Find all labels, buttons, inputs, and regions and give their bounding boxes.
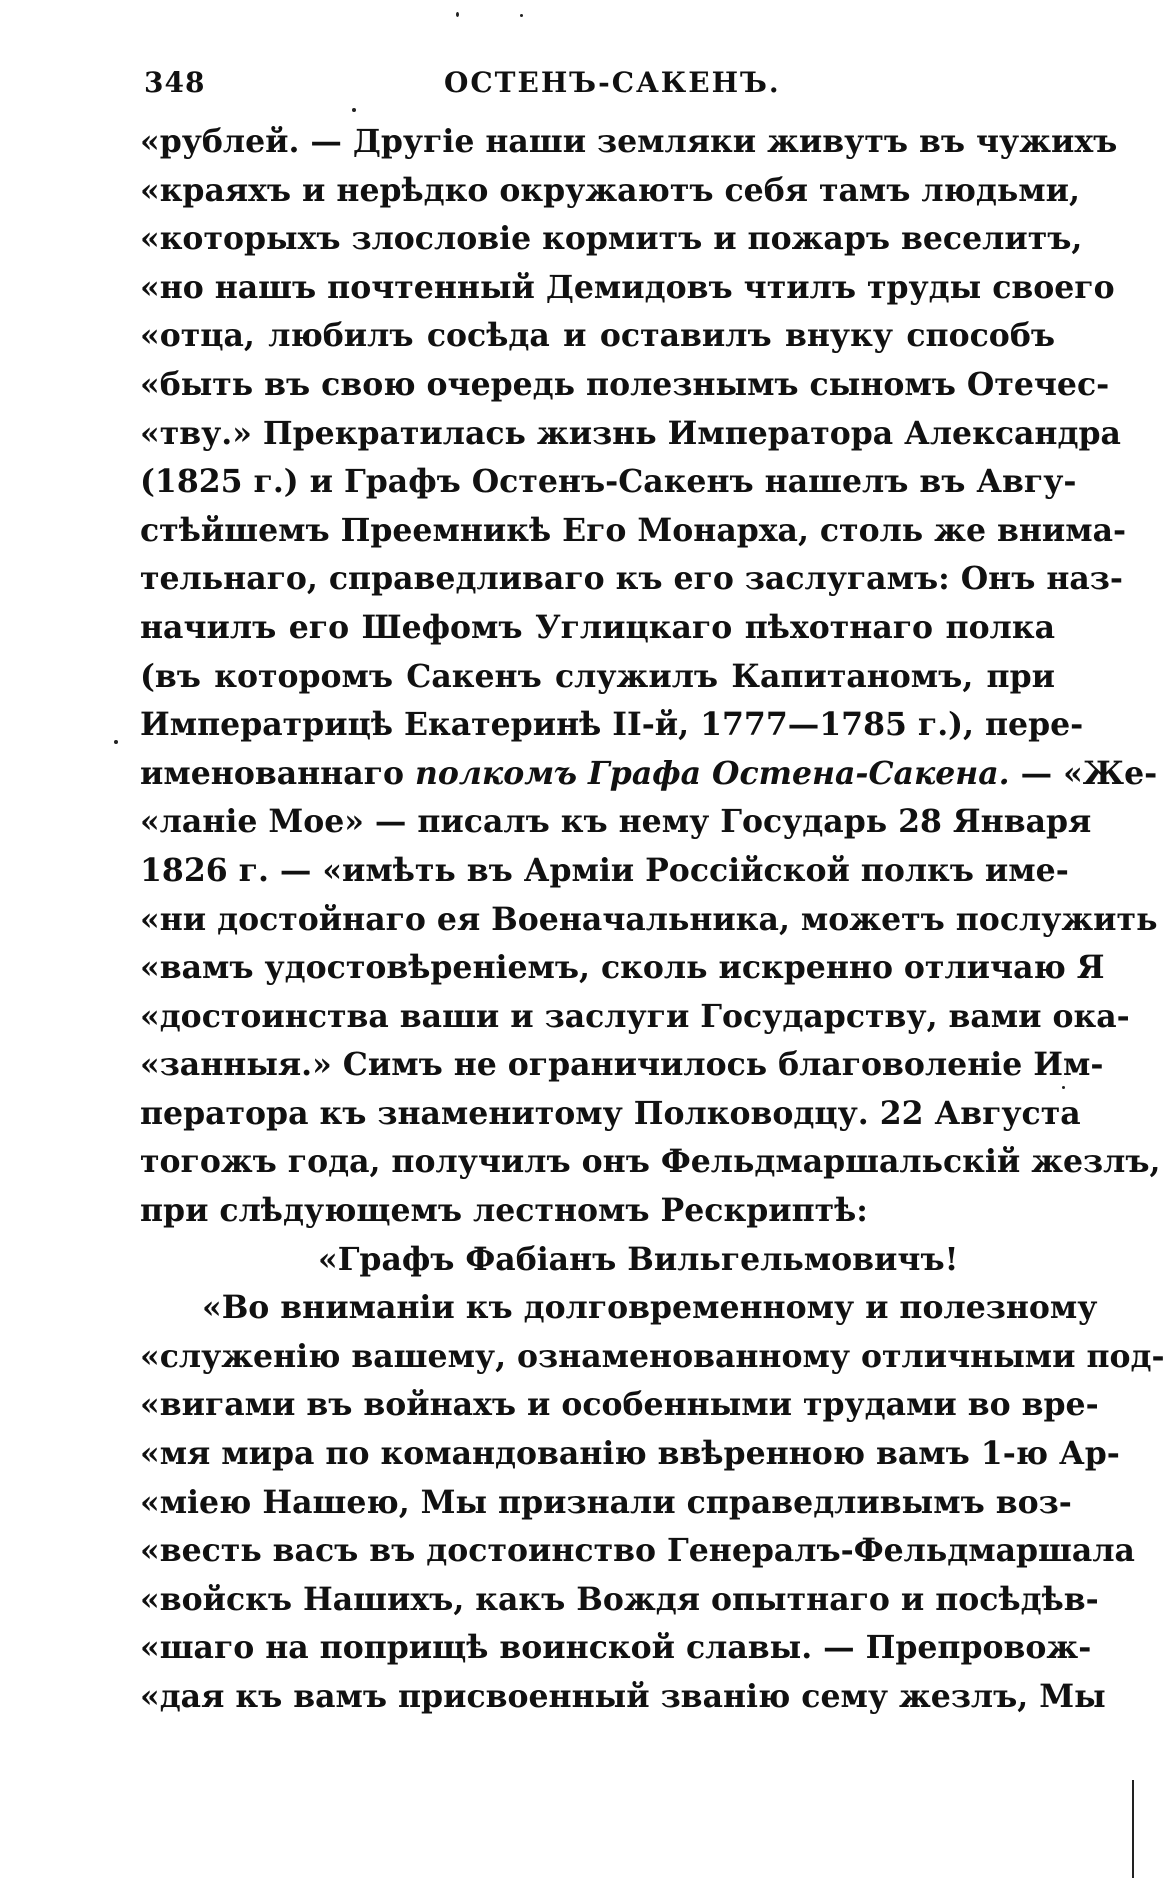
text-line: «рублей. — Другіе наши земляки живутъ въ чужихъ [140,123,1118,160]
text-line: «занныя.» Симъ не ограничилось благоволеніе Им- [140,1046,1104,1084]
text-line: (въ которомъ Сакенъ служилъ Капитаномъ, при [140,657,1055,695]
text-segment: — «Же- [1009,754,1158,792]
rescript-salutation: «Графъ Фабіанъ Вильгельмовичъ! [318,1240,959,1278]
text-line: 1826 г. — «имѣть въ Арміи Россійской полкъ име- [140,851,1069,889]
print-speck [456,12,459,17]
text-line-with-italic [140,750,1158,799]
rescript-line: «служенію вашему, ознаменованному отличными под- [140,1337,1165,1375]
print-speck [520,14,523,17]
rescript-line: «дая къ вамъ присвоенный званію сему жезлъ, Мы [140,1678,1106,1715]
text-line: «но нашъ почтенный Демидовъ чтилъ труды своего [140,268,1115,306]
rescript-line: «шаго на поприщѣ воинской славы. — Препровож- [140,1629,1092,1667]
text-line: «которыхъ злословіе кормитъ и пожаръ веселитъ, [140,220,1083,258]
rescript-line: «мя мира по командованію ввѣренною вамъ 1-ю Ар- [140,1435,1120,1473]
running-title: ОСТЕНЪ-САКЕНЪ. [444,66,781,99]
text-line: (1825 г.) и Графъ Остенъ-Сакенъ нашелъ въ Авгу- [140,463,1077,501]
text-line: «быть въ свою очередь полезнымъ сыномъ Отечес- [140,365,1110,403]
text-line: «краяхъ и нерѣдко окружаютъ себя тамъ людьми, [140,171,1080,209]
rescript-line: «вигами въ войнахъ и особенными трудами во вре- [140,1386,1099,1424]
body-text [140,118,1165,1722]
text-line: Императрицѣ Екатеринѣ II-й, 1777—1785 г.), пере- [140,706,1084,744]
rescript-line: «весть васъ въ достоинство Генералъ-Фельдмаршала [140,1532,1135,1570]
text-line: «ланіе Мое» — писалъ къ нему Государь 28 Января [140,803,1092,841]
text-segment: именованнаго [140,754,415,792]
text-line: «отца, любилъ сосѣда и оставилъ внуку способъ [140,317,1055,355]
text-line: стѣйшемъ Преемникѣ Его Монарха, столь же внима- [140,511,1127,549]
text-line: «достоинства ваши и заслуги Государству, вами ока- [140,997,1130,1035]
rescript-line: «Во вниманіи къ долговременному и полезному [202,1289,1098,1327]
rescript-line: «міею Нашею, Мы признали справедливымъ воз- [140,1483,1072,1521]
text-line: начилъ его Шефомъ Углицкаго пѣхотнаго полка [140,608,1055,646]
page-header [144,66,1044,106]
text-line: «ни достойнаго ея Военачальника, можетъ послужить [140,900,1158,938]
text-line: «тву.» Прекратилась жизнь Императора Александра [140,414,1121,452]
rescript-line: «войскъ Нашихъ, какъ Вождя опытнаго и посѣдѣв- [140,1580,1099,1618]
text-line: тогожъ года, получилъ онъ Фельдмаршальскій жезлъ, [140,1143,1161,1181]
page-edge-rule [1132,1780,1134,1878]
italic-regiment-name: полкомъ Графа Остена-Сакена. [414,754,1010,792]
text-line: при слѣдующемъ лестномъ Рескриптѣ: [140,1192,868,1230]
print-speck [352,108,356,112]
text-line: тельнаго, справедливаго къ его заслугамъ: Онъ наз- [140,560,1123,598]
text-line: ператора къ знаменитому Полководцу. 22 Августа [140,1094,1081,1132]
print-speck [114,740,118,744]
print-speck [1062,1086,1065,1089]
text-line: «вамъ удостовѣреніемъ, сколь искренно отличаю Я [140,949,1105,987]
page-number: 348 [144,66,206,99]
